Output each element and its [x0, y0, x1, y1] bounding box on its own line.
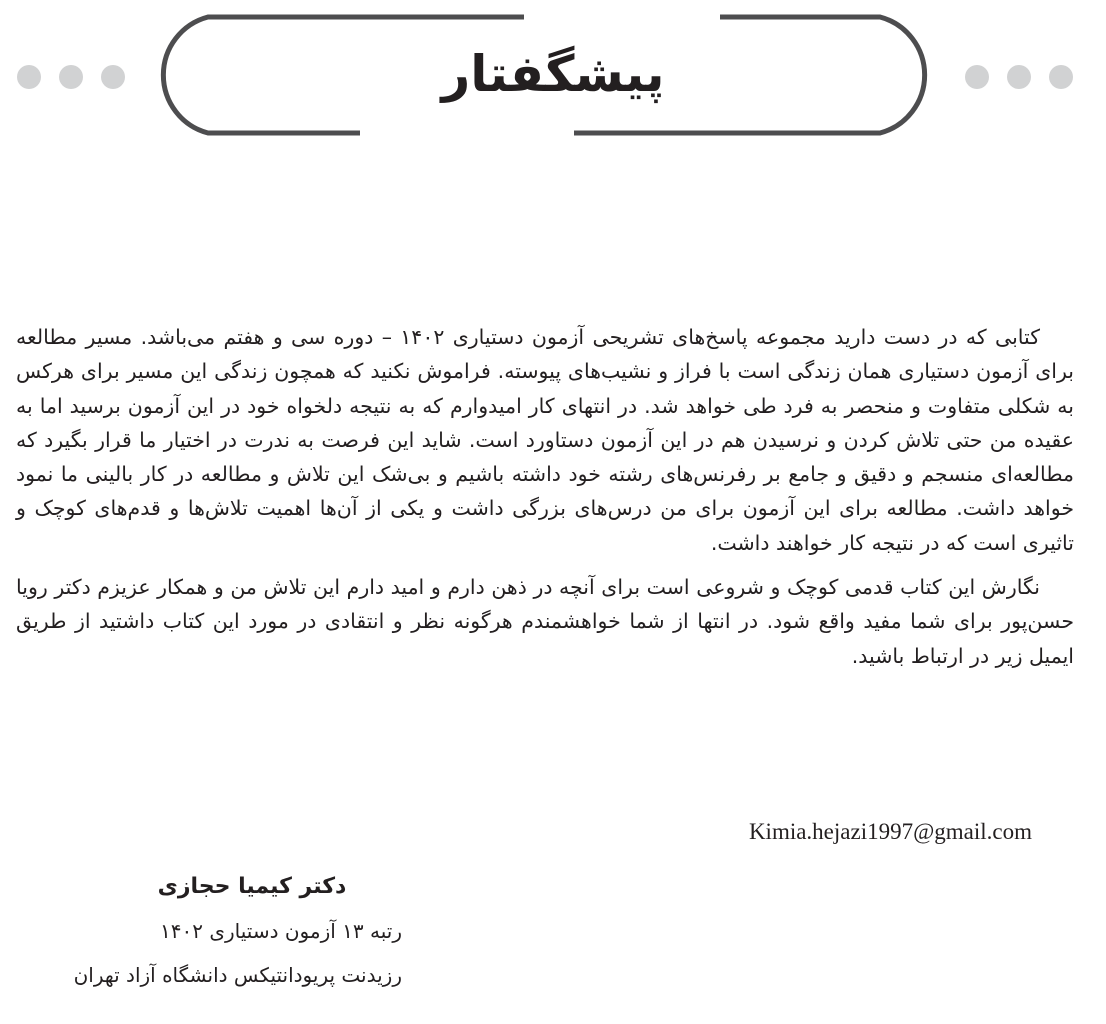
author-affiliation: رزیدنت پریودانتیکس دانشگاه آزاد تهران — [73, 963, 402, 987]
email-address: Kimia.hejazi1997@gmail.com — [748, 819, 1032, 844]
signature-block — [16, 868, 402, 1000]
decor-dot — [17, 65, 41, 89]
page-title: پیشگفتار — [441, 45, 665, 103]
decor-dot — [1049, 65, 1073, 89]
decor-dot — [59, 65, 83, 89]
decor-dot — [101, 65, 125, 89]
decor-dot — [965, 65, 989, 89]
author-name: دکتر کیمیا حجازی — [157, 874, 347, 899]
author-rank: رتبه ۱۳ آزمون دستیاری ۱۴۰۲ — [160, 919, 402, 943]
decor-dot — [1007, 65, 1031, 89]
paragraph: کتابی که در دست دارید مجموعه پاسخ‌های تشریحی آزمون دستیاری ۱۴۰۲ – دوره سی و هفتم می‌باشد. مسیر مطالعه برای آزمون دستیاری همان زندگی است با فراز و نشیب‌های پیوسته. فراموش نکنید که همچون زندگی این مسیر برای هرکس به شکلی متفاوت و منحصر به فرد طی خواهد شد. در انتهای کار امیدوارم که به نتیجه دلخواه خود در این آزمون برسید اما به عقیده من حتی تلاش کردن و نرسیدن هم در این آزمون دستاورد است. شاید این فرصت به ندرت در اختیار ما قرار بگیرد که مطالعه‌ای منسجم و دقیق و جامع بر رفرنس‌های رشته خود داشته باشیم و بی‌شک این تلاش و مطالعه در کار بالینی ما نمود خواهد داشت. مطالعه برای این آزمون برای من درس‌های بزرگی داشت و یکی از آن‌ها اهمیت تلاش‌ها و قدم‌های کوچک و تاثیری است که در نتیجه کار خواهند داشت. — [16, 325, 1074, 555]
preface-body — [16, 320, 1074, 683]
chapter-header — [0, 0, 1106, 150]
paragraph: نگارش این کتاب قدمی کوچک و شروعی است برای آنچه در ذهن دارم و امید دارم این تلاش من و همکار عزیزم دکتر رویا حسن‌پور برای شما مفید واقع شود. در انتها از شما خواهشمندم هرگونه نظر و انتقادی در مورد این کتاب داشتید از طریق ایمیل زیر در ارتباط باشید. — [16, 575, 1074, 668]
